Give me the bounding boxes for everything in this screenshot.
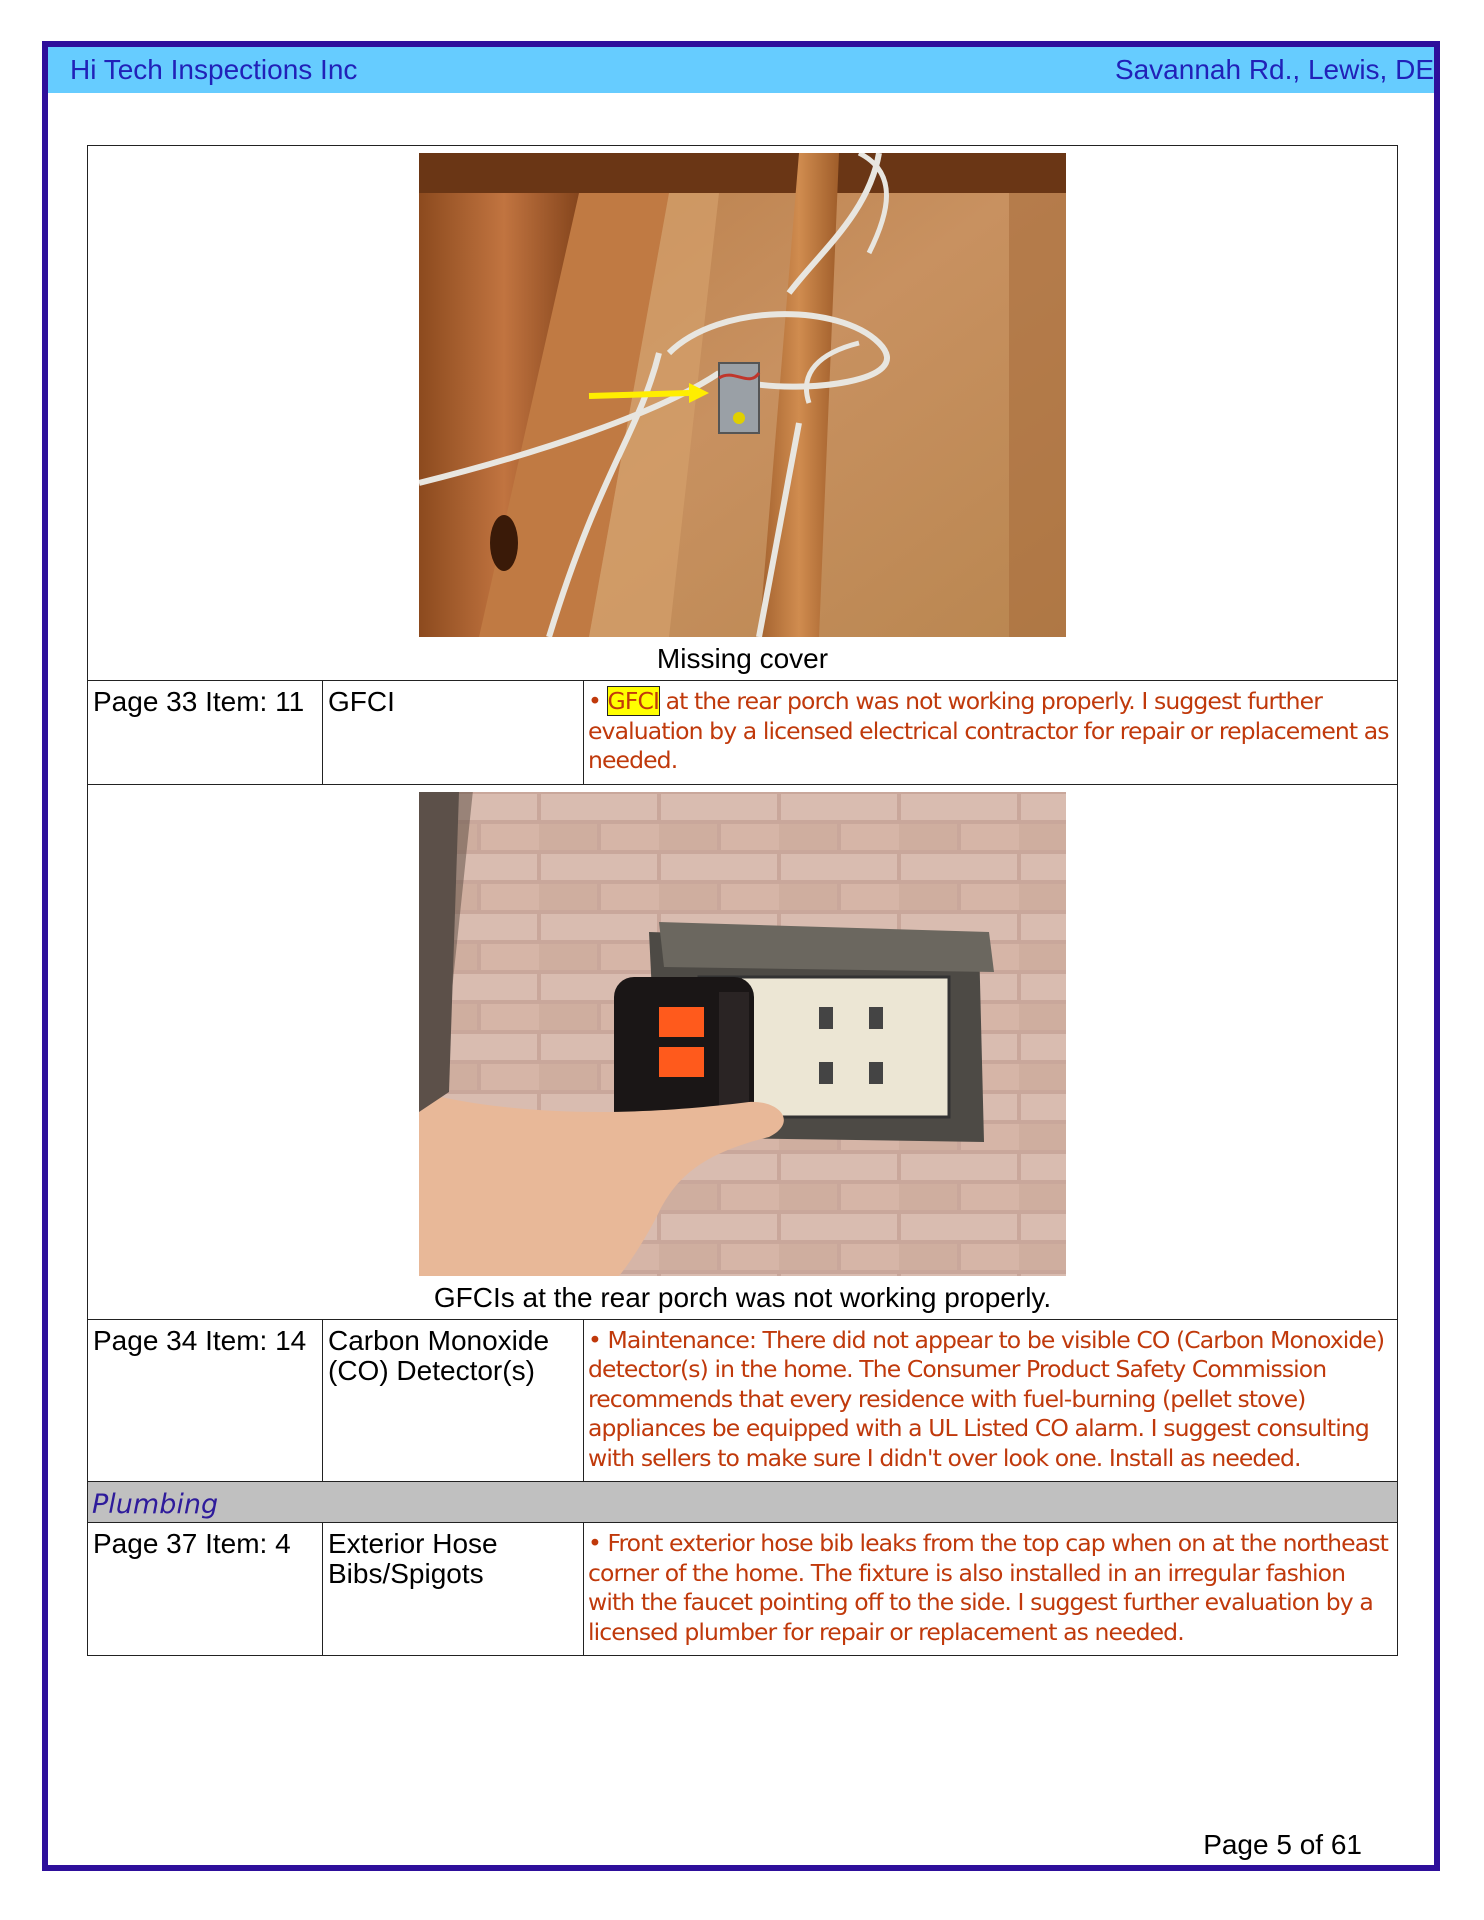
finding-item: Carbon Monoxide (CO) Detector(s) [323, 1319, 584, 1482]
property-address: Savannah Rd., Lewis, DE [1114, 54, 1434, 85]
finding-item: Exterior Hose Bibs/Spigots [323, 1523, 584, 1656]
highlighted-term: GFCI [607, 687, 660, 715]
page-header [48, 47, 1434, 93]
photo-caption: GFCIs at the rear porch was not working properly. [433, 1281, 1052, 1313]
photo-gfci-test [419, 792, 1066, 1276]
finding-reference: Page 34 Item: 14 [88, 1319, 323, 1482]
photo-row-missing-cover [88, 146, 1398, 681]
photo-row-gfci [88, 784, 1398, 1319]
bullet: • [588, 687, 601, 715]
finding-description: • Maintenance: There did not appear to be visible CO (Carbon Monoxide) detector(s) in the home. The Consumer Product Safety Commission recommends that every residence with fuel-burning (pellet stove) appliances be equipped with a UL Listed CO alarm. I suggest consulting with sellers to make sure I didn't over look one. Install as needed. [584, 1319, 1398, 1482]
finding-reference: Page 37 Item: 4 [88, 1523, 323, 1656]
company-name: Hi Tech Inspections Inc [70, 54, 358, 85]
report-table [87, 145, 1398, 1656]
finding-description [584, 681, 1398, 785]
description-text: at the rear porch was not working properly. I suggest further evaluation by a licensed electrical contractor for repair or replacement as needed. [588, 687, 1389, 774]
photo-caption: Missing cover [656, 643, 829, 674]
photo-missing-cover [419, 153, 1066, 637]
page-number: Page 5 of 61 [1203, 1829, 1362, 1860]
finding-description: • Front exterior hose bib leaks from the top cap when on at the northeast corner of the home. The fixture is also installed in an irregular fashion with the faucet pointing off to the side. I suggest further evaluation by a licensed plumber for repair or replacement as needed. [584, 1523, 1398, 1656]
section-title: Plumbing [88, 1482, 1398, 1523]
section-header-plumbing [88, 1482, 1398, 1523]
finding-row-hose-bibs [88, 1523, 1398, 1656]
finding-row-gfci [88, 681, 1398, 785]
finding-row-co-detector [88, 1319, 1398, 1482]
finding-reference: Page 33 Item: 11 [88, 681, 323, 785]
finding-item: GFCI [323, 681, 584, 785]
